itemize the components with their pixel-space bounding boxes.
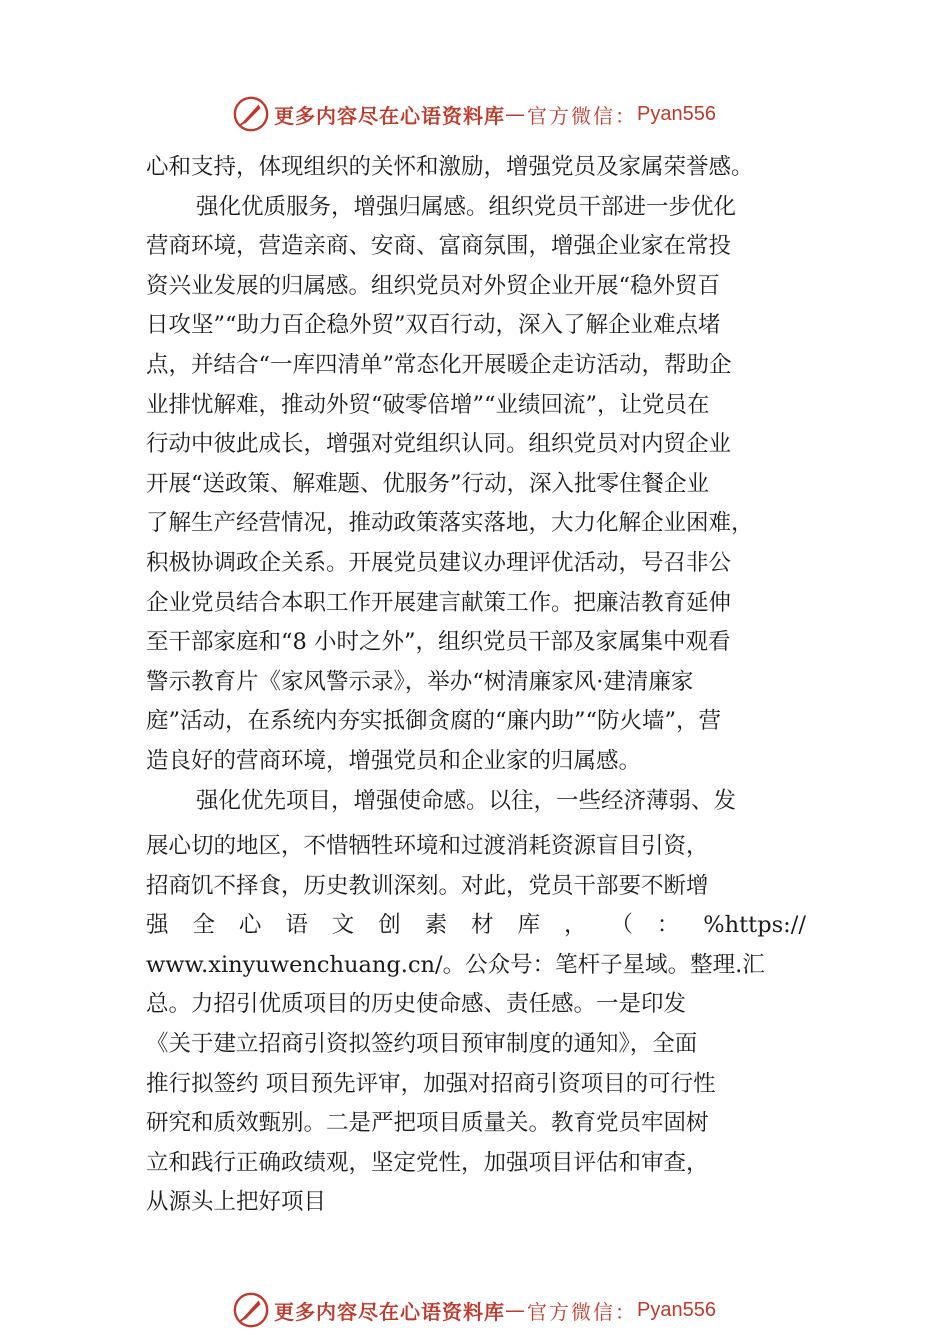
text-line: www.xinyuwenchuang.cn/。公众号：笔杆子星域。整理.汇 — [146, 951, 765, 978]
text-line: 点，并结合“一库四清单”常态化开展暖企走访活动，帮助企 — [146, 351, 732, 378]
spread-char: 创 — [378, 912, 401, 939]
text-line: 积极协调政企关系。开展党员建议办理评优活动，号召非公 — [146, 549, 732, 576]
text-line: 警示教育片《家风警示录》，举办“树清廉家风·建清廉家 — [146, 668, 694, 695]
text-line: 研究和质效甄别。二是严把项目质量关。教育党员牢固树 — [146, 1110, 709, 1137]
spread-char: 文 — [331, 912, 355, 939]
text-line: 日攻坚”“助力百企稳外贸”双百行动，深入了解企业难点堵 — [146, 312, 721, 339]
text-line: 展心切的地区，不惜牺牲环境和过渡消耗资源盲目引资， — [146, 833, 709, 860]
document-body — [146, 148, 806, 1223]
text-line: 推行拟签约 项目预先评审，加强对招商引资项目的可行性 — [146, 1070, 716, 1097]
footer-banner — [232, 1290, 732, 1330]
text-line: 资兴业发展的归属感。组织党员对外贸企业开展“稳外贸百 — [146, 272, 721, 299]
spread-char: ， — [563, 912, 587, 939]
paragraph-start: 强化优先项目，增强使命感。以往，一些经济薄弱、发 — [196, 787, 737, 814]
banner-dash: — — [505, 102, 527, 126]
spread-char: 素 — [424, 912, 448, 939]
spread-char: 心 — [238, 912, 262, 939]
spread-char: ： — [656, 912, 680, 939]
spread-char: 强 — [146, 912, 169, 939]
text-line: 业排忧解难，推动外贸“破零倍增”“业绩回流”，让党员在 — [146, 391, 710, 418]
spread-char: 库 — [517, 912, 541, 939]
text-line: 营商环境，营造亲商、安商、富商氛围，增强企业家在常投 — [146, 233, 732, 260]
text-line: 企业党员结合本职工作开展建言献策工作。把廉洁教育延伸 — [146, 589, 732, 616]
quill-logo-icon — [232, 1291, 270, 1329]
paragraph-start: 强化优质服务，增强归属感。组织党员干部进一步优化 — [196, 193, 737, 220]
banner-wechat-id: Pyan556 — [637, 1298, 716, 1321]
spread-char: 语 — [285, 912, 308, 939]
text-line: 至干部家庭和“8 小时之外”，组织党员干部及家属集中观看 — [146, 629, 731, 656]
banner-wechat-id: Pyan556 — [637, 102, 716, 125]
banner-dash: — — [505, 1298, 527, 1322]
quill-logo-icon — [232, 95, 270, 133]
header-banner — [232, 94, 732, 134]
spread-char: %https:// — [703, 912, 806, 939]
spread-text-line — [146, 906, 806, 946]
text-line: 总。力招引优质项目的历史使命感、责任感。一是印发 — [146, 991, 687, 1018]
text-line: 行动中彼此成长，增强对党组织认同。组织党员对内贸企业 — [146, 431, 732, 458]
spread-char: 材 — [471, 912, 494, 939]
spread-char: 全 — [192, 912, 215, 939]
text-line: 招商饥不择食，历史教训深刻。对此，党员干部要不断增 — [146, 872, 709, 899]
text-line: 心和支持，体现组织的关怀和激励，增强党员及家属荣誉感。 — [146, 154, 754, 180]
text-line: 《关于建立招商引资拟签约项目预审制度的通知》，全面 — [146, 1031, 698, 1058]
text-line: 立和践行正确政绩观，坚定党性，加强项目评估和审查， — [146, 1149, 709, 1176]
banner-title: 更多内容尽在心语资料库 — [274, 1299, 505, 1324]
text-line: 了解生产经营情况，推动政策落实落地，大力化解企业困难， — [146, 510, 754, 537]
banner-official: 官方微信： — [527, 1299, 637, 1324]
banner-official: 官方微信： — [527, 103, 637, 128]
text-line: 开展“送政策、解难题、优服务”行动，深入批零住餐企业 — [146, 470, 710, 497]
banner-title: 更多内容尽在心语资料库 — [274, 103, 505, 128]
spread-char: （ — [610, 912, 633, 939]
text-line: 庭”活动，在系统内夯实抵御贪腐的“廉内助”“防火墙”，营 — [146, 708, 722, 735]
text-line: 造良好的营商环境，增强党员和企业家的归属感。 — [146, 747, 642, 774]
text-line: 从源头上把好项目 — [146, 1189, 327, 1216]
